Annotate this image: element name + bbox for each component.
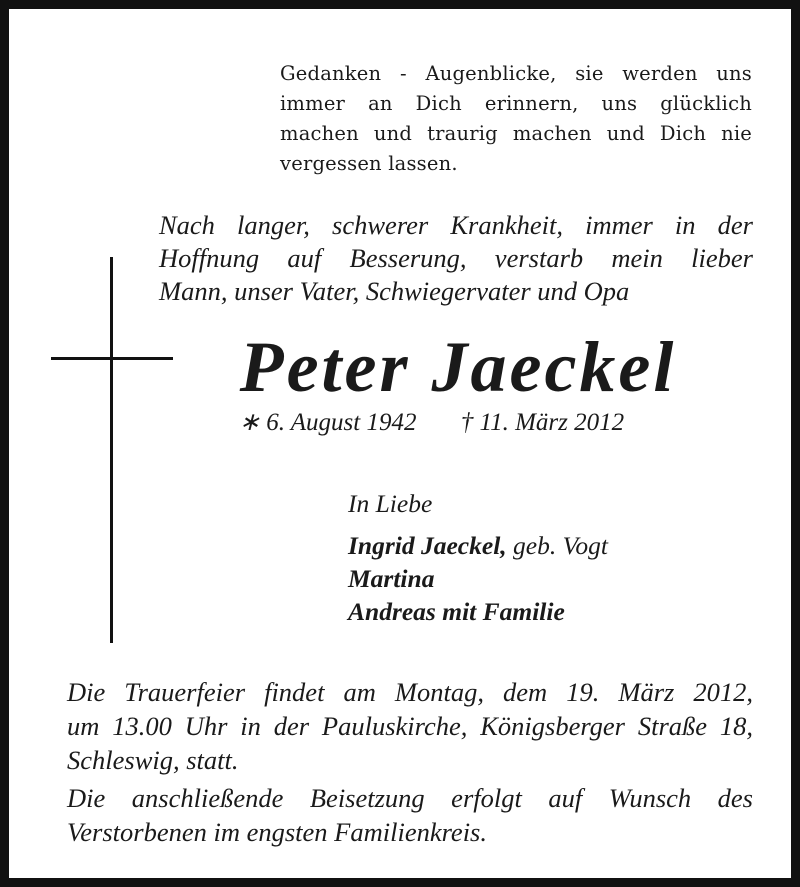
birth-date: ∗ 6. August 1942: [239, 409, 417, 436]
burial-info: [67, 781, 753, 849]
intro-text: [159, 209, 753, 308]
family-signature: [348, 487, 748, 628]
ceremony-line: um 13.00 Uhr in der Pauluskirche, Königsberger Straße 18,: [67, 711, 753, 741]
family-member-note: geb. Vogt: [506, 531, 608, 560]
poem-line: vergessen lassen.: [280, 152, 458, 175]
burial-line: Verstorbenen im engsten Familienkreis.: [67, 817, 487, 847]
intro-line: Hoffnung auf Besserung, verstarb mein lieber: [159, 243, 753, 273]
family-member: [348, 562, 748, 595]
family-intro: In Liebe: [348, 489, 433, 518]
family-member-name: Martina: [348, 564, 435, 593]
family-member: [348, 529, 748, 562]
family-member-name: Andreas mit Familie: [348, 597, 565, 626]
family-member: [348, 595, 748, 628]
cross-vertical-bar: [110, 257, 113, 643]
poem-line: machen und traurig machen und Dich nie: [280, 122, 752, 145]
ceremony-line: Schleswig, statt.: [67, 745, 239, 775]
intro-line: Nach langer, schwerer Krankheit, immer in der: [159, 210, 753, 240]
family-member-name: Ingrid Jaeckel,: [348, 531, 507, 560]
poem-line: Gedanken - Augenblicke, sie werden uns: [280, 62, 752, 85]
intro-line: Mann, unser Vater, Schwiegervater und Opa: [159, 276, 630, 306]
poem-line: immer an Dich erinnern, uns glücklich: [280, 92, 752, 115]
burial-line: Die anschließende Beisetzung erfolgt auf Wunsch des: [67, 783, 753, 813]
ceremony-info: [67, 675, 753, 777]
deceased-name: Peter Jaeckel: [239, 327, 677, 407]
cross-horizontal-bar: [51, 357, 173, 360]
ceremony-line: Die Trauerfeier findet am Montag, dem 19. März 2012,: [67, 677, 753, 707]
poem-text: [280, 59, 752, 179]
death-date: † 11. März 2012: [460, 409, 625, 436]
life-dates: [239, 407, 624, 439]
